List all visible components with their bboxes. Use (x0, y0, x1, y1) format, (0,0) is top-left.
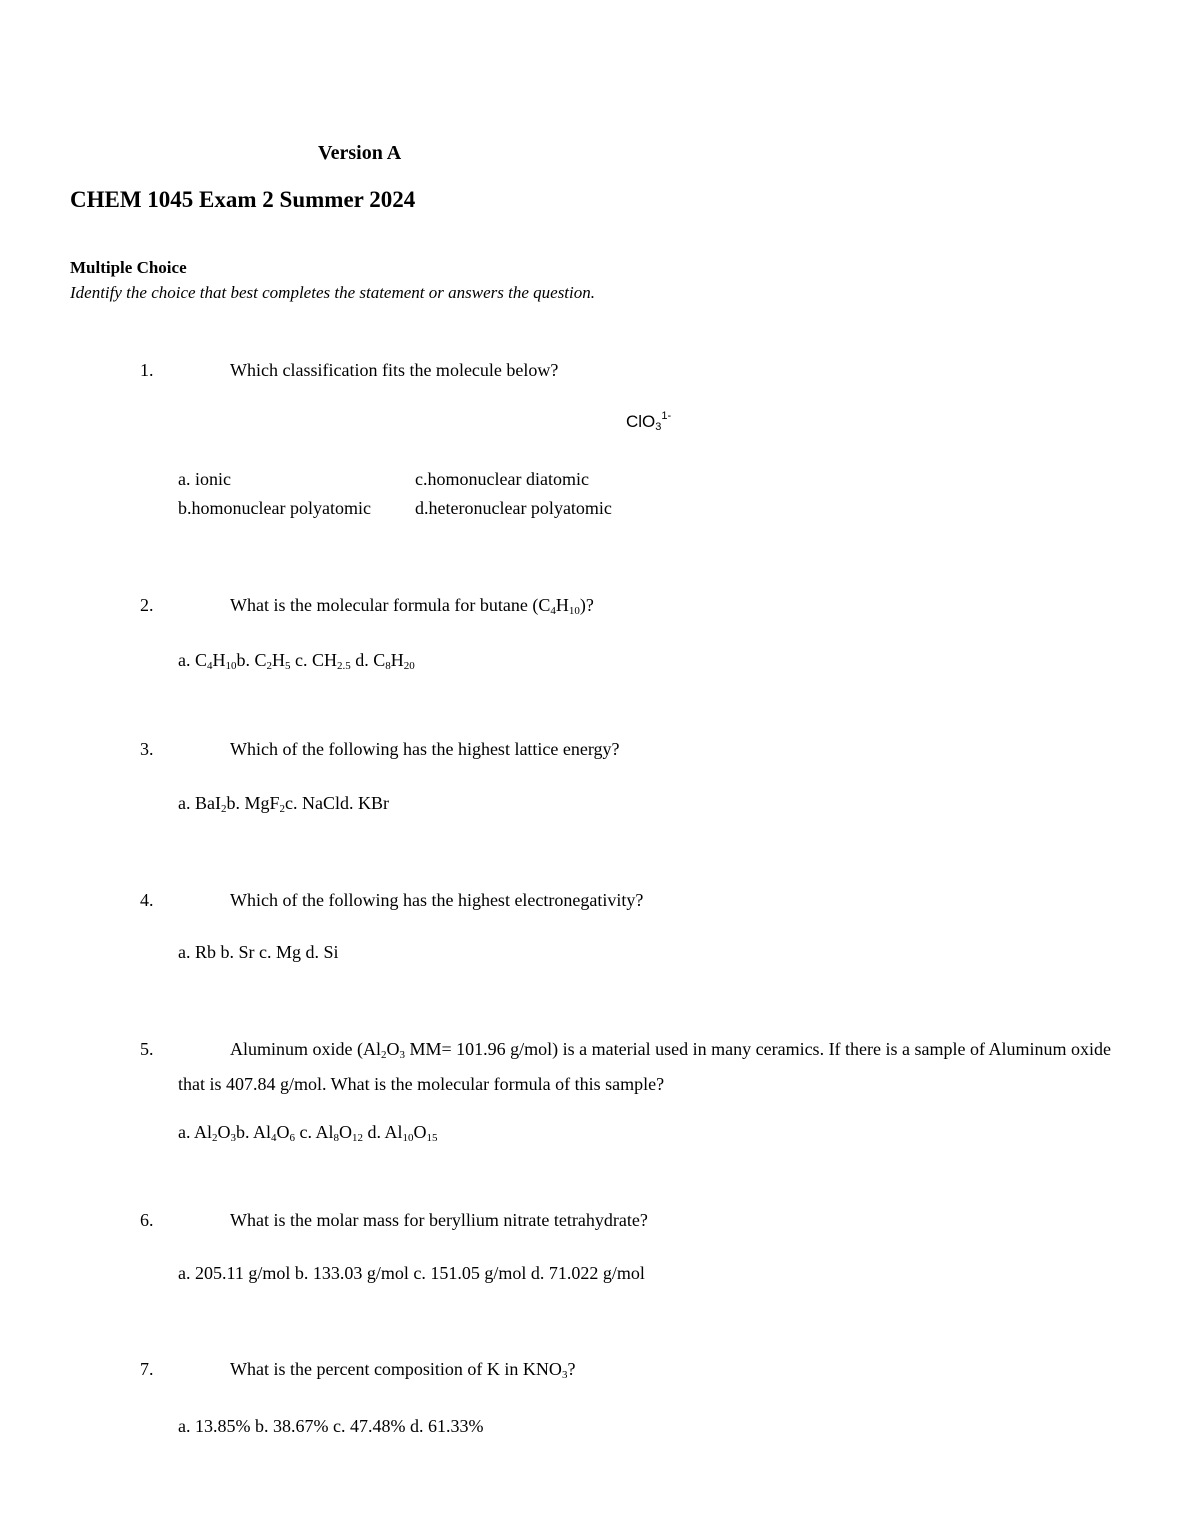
question-3-choices (178, 793, 389, 815)
q5-choice-d (368, 1122, 438, 1142)
q3-choice-b (226, 793, 285, 813)
choice-label: c. CH (295, 650, 338, 670)
question-1-choice-c: c.homonuclear diatomic (415, 469, 589, 489)
question-1-text: Which classification fits the molecule below? (230, 360, 559, 380)
q2-text-part: H (555, 595, 569, 615)
choice-sub: 4 (271, 1132, 277, 1144)
question-4-text: Which of the following has the highest electronegativity? (230, 890, 644, 910)
question-6-number: 6. (140, 1210, 154, 1230)
formula-subscript: 3 (655, 421, 662, 433)
q2-text-part: )? (579, 595, 594, 615)
choice-label: c. Al (299, 1122, 334, 1142)
choice-sub: 2 (212, 1132, 218, 1144)
q2-text-part: What is the molecular formula for butane (C (230, 595, 551, 615)
question-4-choices: a. Rb b. Sr c. Mg d. Si (178, 942, 339, 962)
choice-label: O (276, 1122, 290, 1142)
question-5-number: 5. (140, 1039, 154, 1059)
formula-charge: 1- (661, 410, 672, 422)
q3-choice-c: c. NaCl (285, 793, 340, 813)
question-3-text: Which of the following has the highest lattice energy? (230, 739, 620, 759)
q2-choice-b (237, 650, 291, 670)
choice-sub: 6 (289, 1132, 296, 1144)
q7-text-part: What is the percent composition of K in KNO (230, 1359, 562, 1379)
question-6-text: What is the molar mass for beryllium nitrate tetrahydrate? (230, 1210, 648, 1230)
choice-label: O (339, 1122, 353, 1142)
question-6-choices: a. 205.11 g/mol b. 133.03 g/mol c. 151.05 g/mol d. 71.022 g/mol (178, 1263, 645, 1283)
question-2-number: 2. (140, 595, 154, 615)
question-1-number: 1. (140, 360, 154, 380)
question-7-text (230, 1359, 575, 1381)
question-7-number: 7. (140, 1359, 154, 1379)
q2-choice-a (178, 650, 237, 670)
choice-label: a. C (178, 650, 207, 670)
choice-sub: 3 (230, 1132, 236, 1144)
choice-sub: 15 (426, 1132, 438, 1144)
choice-sub: 2 (279, 803, 285, 815)
choice-label: H (212, 650, 226, 670)
question-1-formula (626, 410, 671, 433)
q3-choice-a (178, 793, 226, 813)
question-4-number: 4. (140, 890, 154, 910)
section-instructions: Identify the choice that best completes the statement or answers the question. (70, 283, 595, 302)
question-5-text (178, 1035, 1113, 1099)
choice-sub: 8 (385, 660, 391, 672)
q5-choice-b (236, 1122, 295, 1142)
q3-choice-d: d. KBr (339, 793, 389, 813)
q7-text-part: ? (567, 1359, 576, 1379)
choice-label: O (413, 1122, 427, 1142)
question-7-choices: a. 13.85% b. 38.67% c. 47.48% d. 61.33% (178, 1416, 484, 1436)
choice-label: d. Al (367, 1122, 403, 1142)
choice-sub: 8 (333, 1132, 340, 1144)
choice-sub: 5 (285, 660, 291, 672)
choice-sub: 2 (266, 660, 273, 672)
choice-sub: 4 (207, 660, 213, 672)
choice-label: b. C (236, 650, 267, 670)
choice-label: b. Al (236, 1122, 272, 1142)
question-2-text (230, 595, 594, 617)
q2-sub: 4 (550, 605, 556, 617)
q5-choice-c (300, 1122, 364, 1142)
question-1-choice-b: b.homonuclear polyatomic (178, 498, 371, 518)
choice-sub: 2.5 (337, 660, 351, 672)
choice-label: H (272, 650, 286, 670)
choice-label: a. BaI (178, 793, 221, 813)
q5-choice-a (178, 1122, 236, 1142)
q2-choice-c (295, 650, 351, 670)
q2-sub: 10 (568, 605, 580, 617)
q5-sub: 2 (381, 1049, 387, 1061)
q5-text-part: MM= 101.96 g/mol) is a material used in many ceramics. If there is a sample of Aluminum oxide that is 407.84 g/mol. What is the molecular formula of this sample? (178, 1039, 1111, 1094)
choice-sub: 20 (403, 660, 415, 672)
q2-choice-d (355, 650, 415, 670)
choice-sub: 10 (402, 1132, 414, 1144)
version-label: Version A (318, 142, 402, 164)
q7-sub: 3 (561, 1369, 568, 1381)
choice-sub: 10 (225, 660, 237, 672)
q5-sub: 3 (399, 1049, 405, 1061)
choice-label: a. Al (178, 1122, 212, 1142)
formula-base: ClO (626, 412, 656, 431)
choice-sub: 2 (220, 803, 227, 815)
question-1-choice-d: d.heteronuclear polyatomic (415, 498, 612, 518)
choice-sub: 12 (352, 1132, 364, 1144)
choice-label: d. C (355, 650, 386, 670)
section-heading: Multiple Choice (70, 258, 187, 277)
choice-label: b. MgF (226, 793, 280, 813)
choice-label: H (390, 650, 404, 670)
question-3-number: 3. (140, 739, 154, 759)
question-1-choice-a: a. ionic (178, 469, 231, 489)
choice-label: O (217, 1122, 231, 1142)
exam-title: CHEM 1045 Exam 2 Summer 2024 (70, 187, 416, 212)
q5-text-part: O (386, 1039, 400, 1059)
question-2-choices (178, 650, 415, 672)
question-5-choices (178, 1122, 438, 1144)
q5-text-part: Aluminum oxide (Al (230, 1039, 381, 1059)
